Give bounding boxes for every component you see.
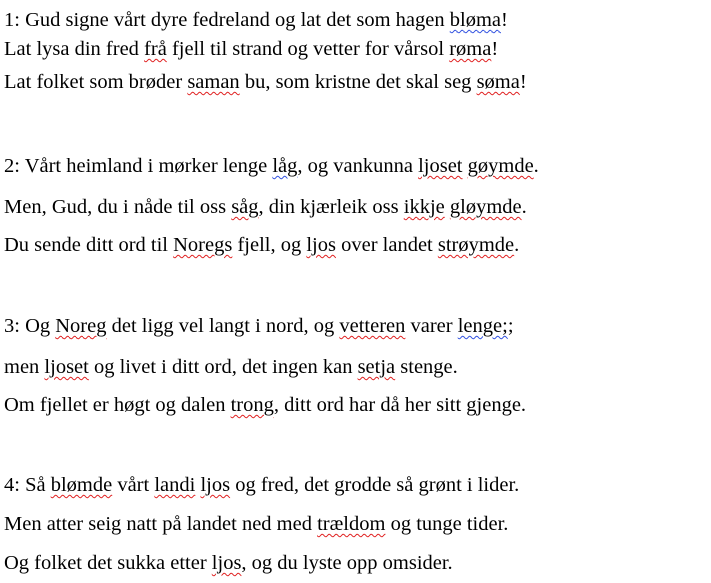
text-run: 3: Og bbox=[4, 315, 56, 337]
stanza-4-line-2 bbox=[4, 512, 508, 536]
grammar-flagged-word[interactable]: lenge; bbox=[457, 315, 508, 337]
stanza-3-line-2 bbox=[4, 355, 458, 379]
text-run: Og folket det sukka etter bbox=[4, 552, 212, 574]
spelling-flagged-word[interactable]: gøymde bbox=[467, 155, 534, 177]
text-run: og tunge tider. bbox=[385, 513, 509, 535]
text-run: stenge. bbox=[395, 356, 458, 378]
spelling-flagged-word[interactable]: setja bbox=[357, 356, 396, 378]
spelling-flagged-word[interactable]: landi bbox=[154, 474, 196, 496]
grammar-flagged-word[interactable]: bløma bbox=[449, 9, 501, 31]
spelling-flagged-word[interactable]: ljos bbox=[200, 474, 231, 496]
stanza-2-line-2 bbox=[4, 195, 527, 219]
text-run: Du sende ditt ord til bbox=[4, 234, 174, 256]
grammar-flagged-word[interactable]: låg bbox=[272, 155, 298, 177]
spelling-flagged-word[interactable]: gløymde bbox=[449, 196, 522, 218]
stanza-2-line-1 bbox=[4, 154, 539, 178]
text-run: Men atter seig natt på landet ned med bbox=[4, 513, 318, 535]
spelling-flagged-word[interactable]: såg bbox=[231, 196, 259, 218]
spelling-flagged-word[interactable]: ljoset bbox=[44, 356, 89, 378]
spelling-flagged-word[interactable]: ljos bbox=[211, 552, 242, 574]
spelling-flagged-word[interactable]: søma bbox=[476, 71, 520, 93]
text-run: . bbox=[514, 234, 520, 256]
text-run: , og du lyste opp omsider. bbox=[241, 552, 453, 574]
text-run: det ligg vel langt i nord, og bbox=[106, 315, 340, 337]
spelling-flagged-word[interactable]: saman bbox=[187, 71, 240, 93]
spelling-flagged-word[interactable]: frå bbox=[144, 38, 167, 60]
spelling-flagged-word[interactable]: ikkje bbox=[403, 196, 445, 218]
text-run: fjell, og bbox=[232, 234, 307, 256]
text-run: bu, som kristne det skal seg bbox=[239, 71, 477, 93]
text-run: . bbox=[533, 155, 539, 177]
stanza-1-line-3 bbox=[4, 70, 527, 94]
stanza-4-line-3 bbox=[4, 551, 453, 575]
spelling-flagged-word[interactable]: Noreg bbox=[55, 315, 107, 337]
stanza-2-line-3 bbox=[4, 233, 519, 257]
text-run: fjell til strand og vetter for vårsol bbox=[166, 38, 450, 60]
text-run: 2: Vårt heimland i mørker lenge bbox=[4, 155, 273, 177]
spelling-flagged-word[interactable]: trong bbox=[230, 394, 274, 416]
text-run: og fred, det grodde så grønt i lider. bbox=[230, 474, 520, 496]
text-run: Men, Gud, du i nåde til oss bbox=[4, 196, 232, 218]
spelling-flagged-word[interactable]: Noregs bbox=[173, 234, 233, 256]
spelling-flagged-word[interactable]: vetteren bbox=[339, 315, 406, 337]
spelling-flagged-word[interactable]: blømde bbox=[50, 474, 113, 496]
text-run: og livet i ditt ord, det ingen kan bbox=[88, 356, 358, 378]
text-run: ! bbox=[491, 38, 499, 60]
text-run: ; bbox=[507, 315, 514, 337]
text-run: Lat lysa din fred bbox=[4, 38, 145, 60]
text-run: , din kjærleik oss bbox=[258, 196, 404, 218]
spelling-flagged-word[interactable]: røma bbox=[449, 38, 492, 60]
text-run: over landet bbox=[335, 234, 438, 256]
spelling-flagged-word[interactable]: ljoset bbox=[418, 155, 463, 177]
text-run: , ditt ord har då her sitt gjenge. bbox=[273, 394, 527, 416]
text-run: men bbox=[4, 356, 45, 378]
spelling-flagged-word[interactable]: strøymde bbox=[437, 234, 515, 256]
stanza-1-line-2 bbox=[4, 37, 498, 61]
text-run: . bbox=[521, 196, 527, 218]
text-run: 1: Gud signe vårt dyre fedreland og lat det som hagen bbox=[4, 9, 450, 31]
spelling-flagged-word[interactable]: ljos bbox=[306, 234, 336, 256]
stanza-1-line-1 bbox=[4, 8, 508, 32]
text-run: , og vankunna bbox=[297, 155, 419, 177]
stanza-4-line-1 bbox=[4, 473, 519, 497]
text-run: Om fjellet er høgt og dalen bbox=[4, 394, 231, 416]
text-run: Lat folket som brøder bbox=[4, 71, 188, 93]
stanza-3-line-3 bbox=[4, 393, 526, 417]
text-run: ! bbox=[519, 71, 527, 93]
spelling-flagged-word[interactable]: trældom bbox=[317, 513, 386, 535]
stanza-3-line-1 bbox=[4, 314, 514, 338]
text-run: 4: Så bbox=[4, 474, 51, 496]
text-run: vårt bbox=[112, 474, 155, 496]
text-run: ! bbox=[501, 9, 508, 31]
text-run: varer bbox=[405, 315, 458, 337]
